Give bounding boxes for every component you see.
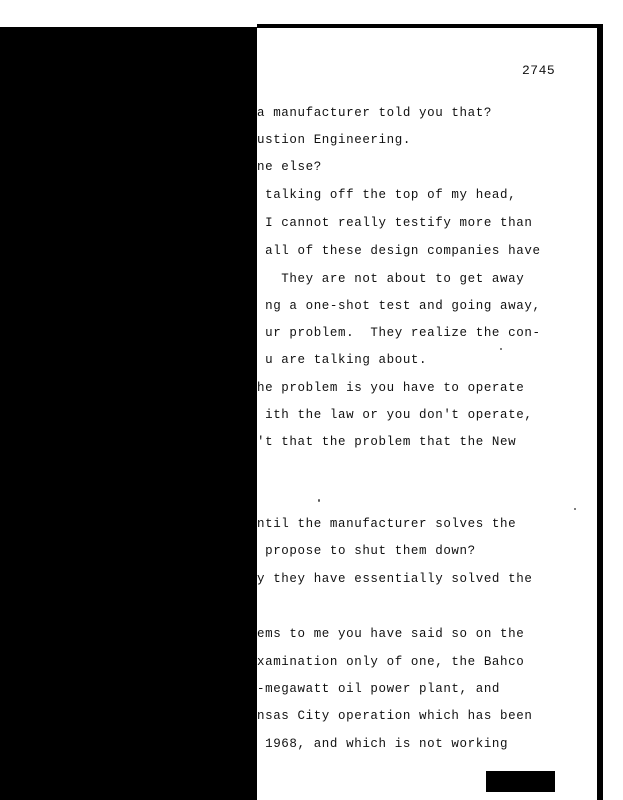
- transcript-line: propose to shut them down?: [257, 544, 476, 558]
- transcript-line: ng a one-shot test and going away,: [257, 299, 541, 313]
- transcript-line: 1968, and which is not working: [257, 737, 509, 751]
- transcript-line: xamination only of one, the Bahco: [257, 655, 525, 669]
- transcript-line: ith the law or you don't operate,: [257, 408, 533, 422]
- transcript-line: They are not about to get away: [257, 272, 525, 286]
- transcript-line: talking off the top of my head,: [257, 188, 517, 202]
- transcript-line: ur problem. They realize the con-: [257, 326, 541, 340]
- transcript-line: all of these design companies have: [257, 244, 541, 258]
- transcript-line: nsas City operation which has been: [257, 709, 533, 723]
- page-top-edge: [257, 24, 603, 28]
- scan-speck: [574, 508, 576, 510]
- transcript-line: 't that the problem that the New: [257, 435, 517, 449]
- transcript-line: ustion Engineering.: [257, 133, 411, 147]
- transcript-line: he problem is you have to operate: [257, 381, 525, 395]
- transcript-line: u are talking about.: [257, 353, 428, 367]
- transcript-line: -megawatt oil power plant, and: [257, 682, 501, 696]
- page-right-edge: [597, 28, 603, 800]
- transcript-line: ntil the manufacturer solves the: [257, 517, 517, 531]
- page-number: 2745: [522, 63, 556, 78]
- scan-speck: [500, 348, 502, 350]
- transcript-line: a manufacturer told you that?: [257, 106, 492, 120]
- transcript-line: ems to me you have said so on the: [257, 627, 525, 641]
- transcript-line: y they have essentially solved the: [257, 572, 533, 586]
- redaction-box: [486, 771, 555, 792]
- transcript-line: ne else?: [257, 160, 322, 174]
- redacted-left-region: [0, 27, 257, 800]
- transcript-line: I cannot really testify more than: [257, 216, 533, 230]
- scan-speck: [318, 499, 320, 502]
